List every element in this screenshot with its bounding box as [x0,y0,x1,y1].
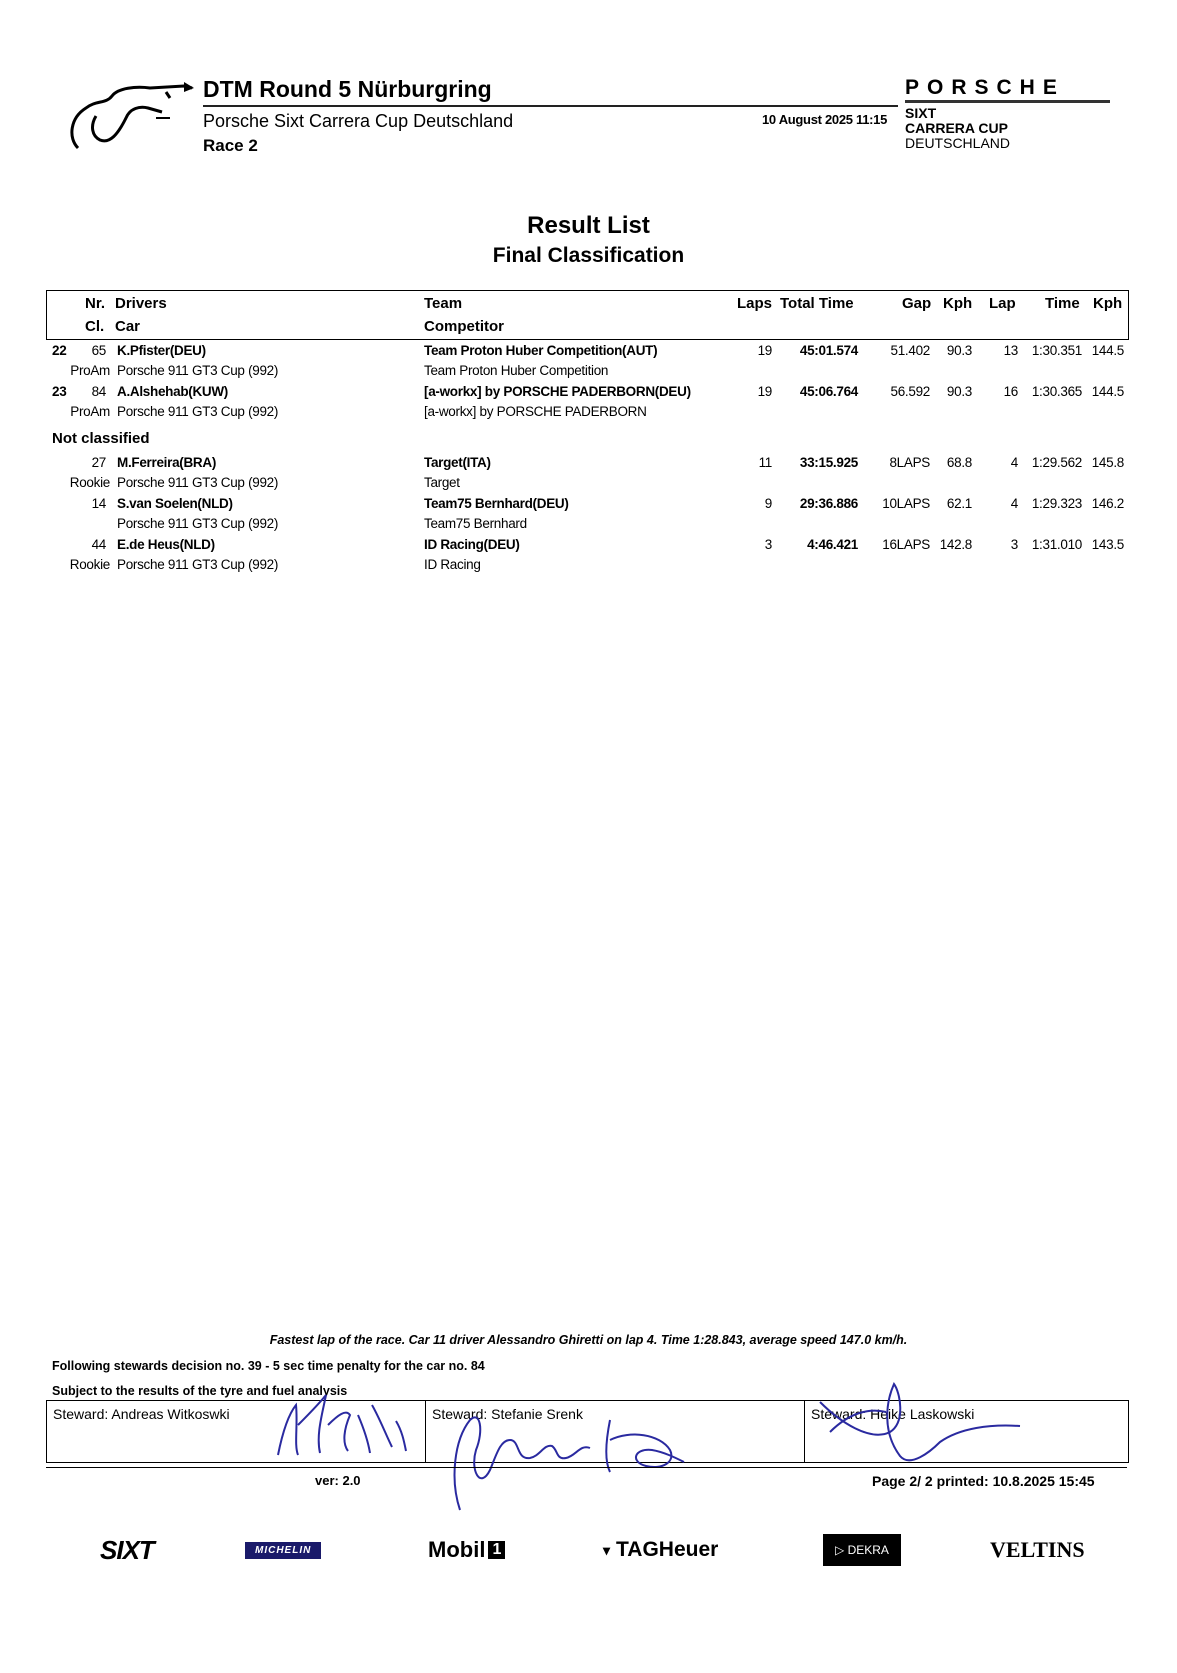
cell-competitor: [a-workx] by PORSCHE PADERBORN [424,404,647,419]
porsche-logo: PORSCHE [905,76,1065,99]
cell-competitor: ID Racing [424,557,481,572]
tagheuer-logo-text: TAGHeuer [616,1538,719,1561]
cell-nr: 44 [91,537,106,552]
cell-kph: 142.8 [939,537,972,552]
veltins-logo: VELTINS [990,1537,1085,1562]
cell-driver: M.Ferreira(BRA) [117,455,217,470]
cell-lap: 4 [1010,455,1018,470]
cell-nr: 65 [91,343,106,358]
signature-1 [268,1385,418,1465]
col-car: Car [115,318,141,335]
cell-team: [a-workx] by PORSCHE PADERBORN(DEU) [424,384,691,399]
cell-pos: 23 [52,384,67,399]
cell-total: 45:06.764 [799,384,858,399]
col-competitor: Competitor [424,318,504,335]
not-classified-heading: Not classified [52,430,150,447]
cell-team: Team Proton Huber Competition(AUT) [424,343,658,358]
signature-2 [440,1400,720,1520]
cell-gap: 8LAPS [889,455,930,470]
dekra-logo [823,1530,901,1570]
cell-driver: K.Pfister(DEU) [117,343,206,358]
cell-lap: 16 [1003,384,1018,399]
tagheuer-shield-icon: ▾ [603,1541,611,1558]
dekra-arrow-icon: ▷ [835,1543,848,1557]
cell-total: 4:46.421 [807,537,858,552]
cell-driver: E.de Heus(NLD) [117,537,215,552]
document-subtitle: Final Classification [492,244,685,267]
col-time: Time [1045,295,1080,312]
cell-time: 1:29.323 [1031,496,1082,511]
michelin-logo-text: MICHELIN [245,1542,321,1559]
cell-cl: ProAm [70,404,110,419]
cell-laps: 11 [758,455,772,470]
circuit-logo-icon [66,78,206,158]
steward-2: Steward: Stefanie Srenk [432,1406,583,1422]
cell-nr: 84 [91,384,106,399]
stewards-decision-note: Following stewards decision no. 39 - 5 sec time penalty for the car no. 84 [52,1359,485,1373]
page-info: Page 2/ 2 printed: 10.8.2025 15:45 [872,1473,1095,1489]
event-title: DTM Round 5 Nürburgring [203,76,492,102]
steward-3: Steward: Heike Laskowski [811,1406,975,1422]
sixt-logo: SIXT [100,1534,154,1565]
dekra-logo-text: DEKRA [847,1543,889,1557]
cell-cl: Rookie [69,557,110,572]
fastest-lap-note: Fastest lap of the race. Car 11 driver Alessandro Ghiretti on lap 4. Time 1:28.843, average speed 147.0 km/h. [269,1333,908,1347]
footer-rule [46,1467,1127,1468]
header-rule [203,105,898,107]
cell-pos: 22 [52,343,67,358]
cell-driver: S.van Soelen(NLD) [117,496,233,511]
cell-car: Porsche 911 GT3 Cup (992) [117,404,279,419]
cell-kph2: 144.5 [1091,343,1124,358]
cell-car: Porsche 911 GT3 Cup (992) [117,475,279,490]
cell-total: 45:01.574 [799,343,858,358]
table-header [46,290,1129,340]
col-class: Cl. [85,318,105,335]
cell-kph2: 144.5 [1091,384,1124,399]
cell-gap: 51.402 [890,343,930,358]
col-kph: Kph [943,295,973,312]
analysis-note: Subject to the results of the tyre and fuel analysis [52,1384,348,1398]
cell-kph: 90.3 [946,384,972,399]
cell-lap: 13 [1003,343,1018,358]
col-drivers: Drivers [115,295,167,312]
cell-cl: ProAm [70,363,110,378]
cell-competitor: Team75 Bernhard [424,516,527,531]
col-lap: Lap [989,295,1016,312]
cell-driver: A.Alshehab(KUW) [117,384,228,399]
version-label: ver: 2.0 [315,1473,361,1488]
cell-time: 1:31.010 [1031,537,1082,552]
cell-laps: 19 [757,343,772,358]
cell-laps: 9 [764,496,772,511]
col-total-time: Total Time [780,295,854,312]
mobil1-logo [428,1530,505,1570]
cell-kph2: 143.5 [1091,537,1124,552]
cell-kph: 90.3 [946,343,972,358]
col-gap: Gap [902,295,932,312]
cell-kph: 62.1 [946,496,972,511]
cell-kph: 68.8 [946,455,972,470]
cell-team: ID Racing(DEU) [424,537,520,552]
cell-total: 29:36.886 [799,496,858,511]
col-team: Team [424,295,463,312]
col-nr: Nr. [85,295,106,312]
cell-laps: 19 [757,384,772,399]
cell-competitor: Team Proton Huber Competition [424,363,609,378]
cell-lap: 3 [1010,537,1018,552]
cell-competitor: Target [424,475,460,490]
cell-car: Porsche 911 GT3 Cup (992) [117,557,279,572]
signature-3 [810,1372,1040,1472]
cell-laps: 3 [764,537,772,552]
steward-1: Steward: Andreas Witkoswki [53,1406,230,1422]
porsche-logo-bar [905,100,1110,103]
cell-gap: 10LAPS [882,496,930,511]
cell-gap: 56.592 [890,384,930,399]
cell-nr: 14 [91,496,106,511]
cell-car: Porsche 911 GT3 Cup (992) [117,363,279,378]
cell-time: 1:30.365 [1031,384,1082,399]
cell-time: 1:30.351 [1031,343,1082,358]
race-name: Race 2 [203,136,258,155]
carrera-cup-line-2: CARRERA CUP [905,120,1008,136]
carrera-cup-logo [905,106,1010,151]
mobil-logo-text: Mobil [428,1537,486,1562]
event-date: 10 August 2025 11:15 [762,112,888,127]
carrera-cup-line-1: SIXT [905,105,937,121]
cell-total: 33:15.925 [799,455,858,470]
cell-nr: 27 [91,455,106,470]
cell-cl: Rookie [69,475,110,490]
cell-team: Team75 Bernhard(DEU) [424,496,569,511]
cell-team: Target(ITA) [424,455,491,470]
cell-gap: 16LAPS [882,537,930,552]
michelin-logo [245,1530,321,1570]
cell-kph2: 145.8 [1091,455,1124,470]
mobil-logo-number: 1 [488,1541,505,1559]
cell-kph2: 146.2 [1091,496,1124,511]
tagheuer-logo [603,1530,718,1570]
col-laps: Laps [737,295,773,312]
cell-time: 1:29.562 [1031,455,1082,470]
col-kph-2: Kph [1093,295,1123,312]
series-name: Porsche Sixt Carrera Cup Deutschland [203,111,514,131]
carrera-cup-line-3: DEUTSCHLAND [905,135,1011,151]
cell-lap: 4 [1010,496,1018,511]
dekra-logo-box [823,1534,901,1566]
document-title: Result List [527,212,650,239]
cell-car: Porsche 911 GT3 Cup (992) [117,516,279,531]
